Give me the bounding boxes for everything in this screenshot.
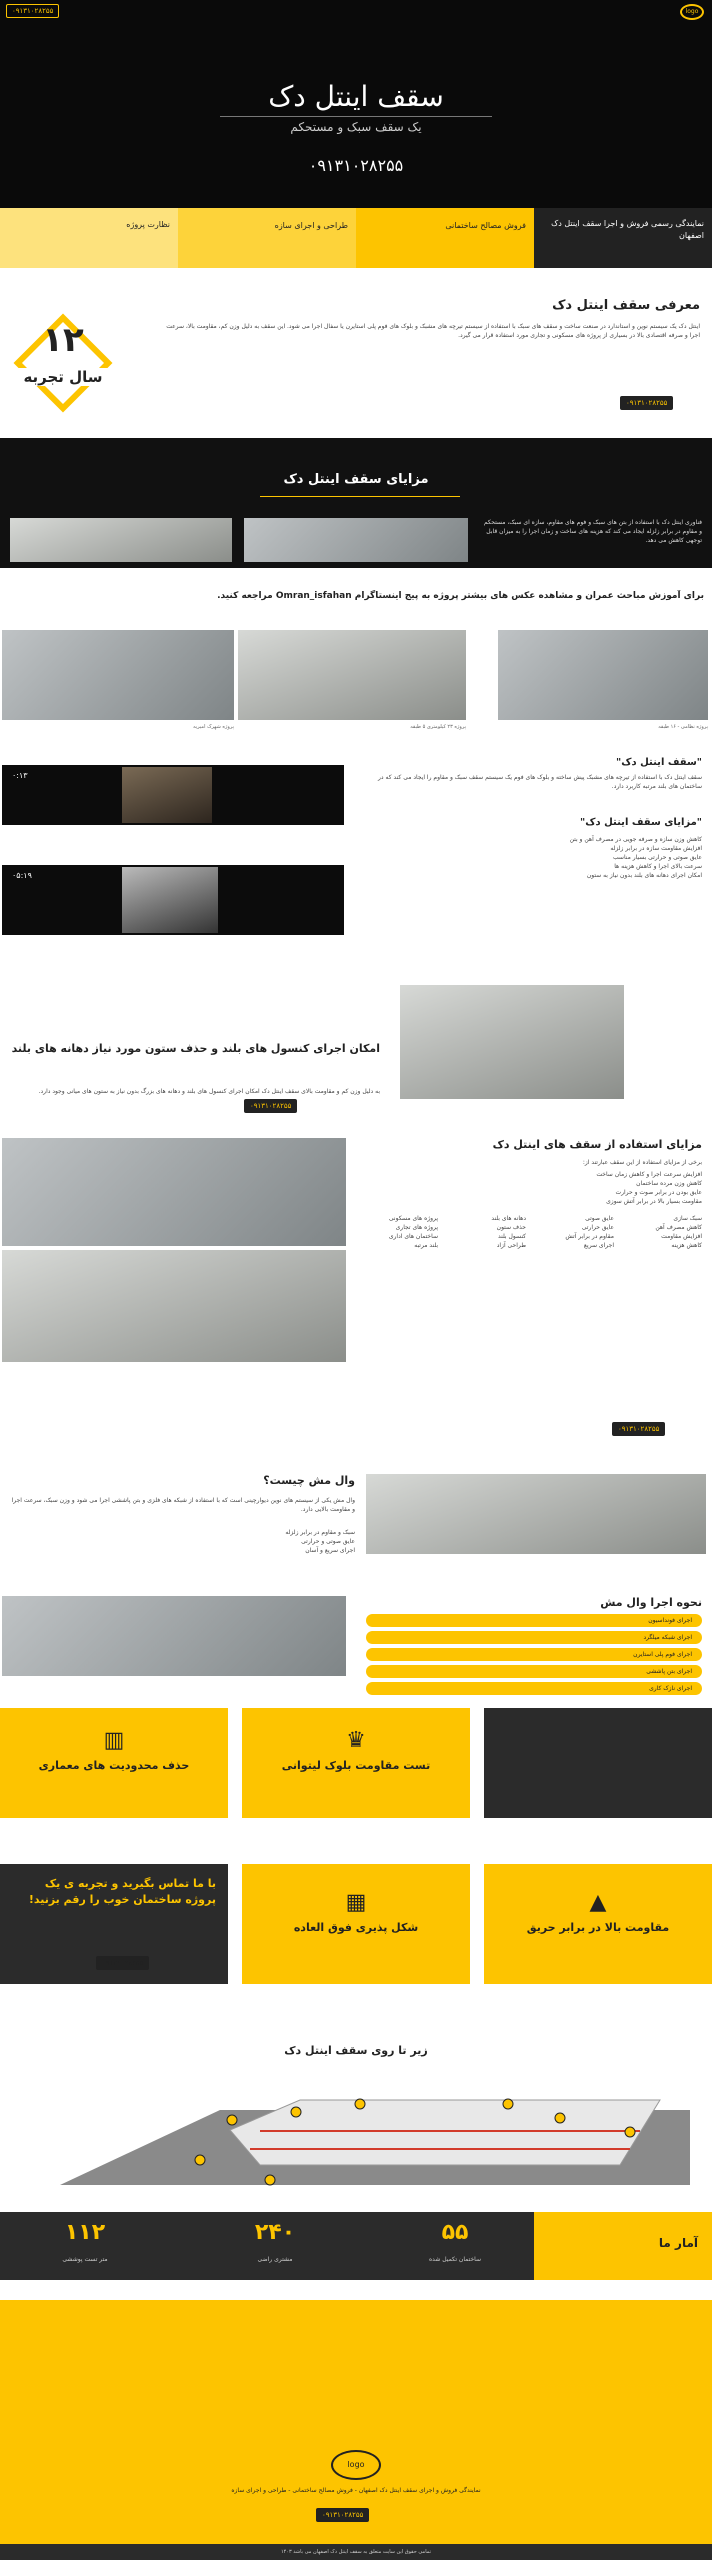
benefits-text: فناوری اینتل دک با استفاده از بتن های سبک و فوم های مقاوم، سازه ای سبک، مستحکم و مقاوم در برابر زلزله ایجاد می کند که هزینه های ساخت و زمان اجرا را به میزان قابل توجهی کاهش می دهد. [483, 519, 702, 544]
stat-label: مشتری راضی [257, 2256, 293, 2263]
list-item: افزایش مقاومت سازه در برابر زلزله [610, 845, 702, 852]
wallmesh-section [0, 1460, 712, 1560]
nav-label: نظارت پروژه [126, 220, 170, 229]
advantages-image-1 [2, 1138, 346, 1246]
console-image [400, 985, 624, 1099]
stat-label: ساختمان تکمیل شده [428, 2256, 482, 2263]
call-button[interactable] [96, 1956, 149, 1970]
accordion-item[interactable]: اجرای بتن پاششی [366, 1665, 702, 1678]
nav-label: فروش مصالح ساختمانی [445, 221, 526, 230]
stat-label: متر تست پوششی [62, 2256, 108, 2263]
footer-logo-text: logo [347, 2460, 365, 2469]
divider [220, 116, 492, 117]
grid-item: بلند مرتبه [414, 1242, 438, 1249]
nav-item-supervision[interactable] [0, 208, 178, 268]
features-section [0, 1708, 712, 1998]
cta-text: با ما تماس بگیرید و تجربه ی یک پروژه ساختمان خوب را رقم بزنید! [28, 1877, 216, 1906]
stat-value: ۵۵ [441, 2220, 469, 2245]
feature-label: حذف محدودیت های معماری [38, 1759, 190, 1772]
gallery-section [0, 590, 712, 745]
advantages-title: مزایای استفاده از سقف های اینتل دک [492, 1138, 702, 1151]
call-button[interactable]: ۰۹۱۳۱۰۲۸۲۵۵ [244, 1099, 297, 1113]
footer-logo [331, 2450, 381, 2480]
call-button-label: ۰۹۱۳۱۰۲۸۲۵۵ [102, 1959, 144, 1967]
logo-text: logo [685, 8, 699, 15]
list-item: مقاومت بسیار بالا در برابر آتش سوزی [606, 1198, 702, 1205]
list-item: اجرای سریع و آسان [305, 1547, 355, 1554]
video-title-2: "مزایای سقف اینتل دک" [580, 817, 702, 828]
gallery-image-3[interactable] [2, 630, 234, 720]
page-title: سقف اینتل دک [268, 80, 444, 113]
feature-label: تست مقاومت بلوک لیتوانی [281, 1759, 431, 1772]
wallmesh-title: وال مش چیست؟ [263, 1474, 355, 1487]
grid-item: پروژه های مسکونی [388, 1215, 438, 1222]
feature-card [242, 1708, 470, 1818]
grid-col [534, 1214, 614, 1250]
console-text: به دلیل وزن کم و مقاومت بالای سقف اینتل دک امکان اجرای کنسول های بلند و دهانه های بزرگ بدون نیاز به ستون های میانی وجود دارد. [38, 1088, 380, 1095]
grid-item: دهانه های بلند [491, 1215, 526, 1222]
intro-title: معرفی سقف اینتل دک [552, 298, 700, 313]
video-duration: ۰:۱۳ [12, 771, 28, 780]
header-phone[interactable]: ۰۹۱۳۱۰۲۸۲۵۵ [6, 4, 59, 18]
caption: پروژه ۲۳ کیلومتری ۵ طبقه [410, 724, 466, 730]
nav-label: نمایندگی رسمی فروش و اجرا سقف اینتل دک اصفهان [551, 219, 704, 240]
advantages-image-2 [2, 1250, 346, 1362]
feature-label: شکل پذیری فوق العاده [293, 1921, 419, 1934]
list-item: افزایش سرعت اجرا و کاهش زمان ساخت [596, 1171, 702, 1178]
grid-item: کاهش مصرف آهن [655, 1224, 702, 1231]
subtitle: یک سقف سبک و مستحکم [290, 120, 422, 134]
list-item: سرعت بالای اجرا و کاهش هزینه ها [614, 863, 702, 870]
call-button[interactable]: ۰۹۱۳۱۰۲۸۲۵۵ [620, 396, 673, 410]
list-item: عایق بودن در برابر صوت و حرارت [615, 1189, 702, 1196]
list-item: امکان اجرای دهانه های بلند بدون نیاز به ستون [586, 872, 702, 879]
video-thumbnail [122, 867, 218, 933]
stats-title-box [534, 2212, 712, 2280]
grid-item: حذف ستون [496, 1224, 526, 1231]
diagram-title: زیر تا روی سقف اینتل دک [284, 2044, 428, 2057]
grid-col [622, 1214, 702, 1250]
feature-label: مقاومت بالا در برابر حریق [526, 1921, 670, 1934]
grid-item: کاهش هزینه [671, 1242, 702, 1249]
video-title-1: "سقف اینتل دک" [616, 757, 702, 768]
console-section [0, 975, 712, 1125]
feature-card [0, 1708, 228, 1818]
grid-item: عایق صوتی [585, 1215, 614, 1222]
list-item: کاهش وزن مرده ساختمان [636, 1180, 702, 1187]
divider [260, 496, 460, 497]
grid-col [358, 1214, 438, 1250]
nav-item-structure[interactable] [178, 208, 356, 268]
stats-title: آمار ما [658, 2236, 698, 2250]
howto-section [0, 1590, 712, 1700]
footer-text: نمایندگی فروش و اجرای سقف اینتل دک اصفهان - فروش مصالح ساختمانی - طراحی و اجرای سازه [231, 2487, 481, 2494]
advantages-list [356, 1170, 702, 1206]
list-item: عایق صوتی و حرارتی [301, 1538, 355, 1545]
slab-diagram [0, 2060, 712, 2190]
video-player-2[interactable] [2, 865, 344, 935]
cta-card [0, 1864, 228, 1984]
header [0, 0, 712, 208]
video-player-1[interactable] [2, 765, 344, 825]
advantages-grid [356, 1214, 702, 1374]
footer [0, 2300, 712, 2544]
howto-title: نحوه اجرا وال مش [600, 1596, 702, 1609]
intro-section [0, 268, 712, 438]
stats-section [0, 2212, 712, 2280]
gallery-image-1[interactable] [498, 630, 708, 720]
grid-item: مقاوم در برابر آتش [565, 1233, 614, 1240]
video-duration: ۰۵:۱۹ [12, 871, 32, 880]
intro-text: اینتل دک یک سیستم نوین و استاندارد در صنعت ساخت و سقف های سبک با استفاده از سیستم تیرچه های مشبک و بلوک های فوم پلی استایرن یا سفال اجرا می شود. این سقف به دلیل وزن کم، مقاومت بالا، سرعت اجرا و صرفه اقتصادی بالا در بسیاری از پروژه های مسکونی و تجاری مورد استفاده قرار می گیرد. [166, 323, 700, 339]
gallery-title: برای آموزش مباحث عمران و مشاهده عکس های بیشتر پروژه به پیج اینستاگرام Omran_isfahan مراجعه کنید. [217, 591, 704, 601]
video-thumbnail [122, 767, 212, 823]
howto-image [2, 1596, 346, 1676]
copyright: تمامی حقوق این سایت متعلق به سقف اینتل دک اصفهان می باشد ۱۴۰۳ [0, 2544, 712, 2560]
footer-phone[interactable]: ۰۹۱۳۱۰۲۸۲۵۵ [316, 2508, 369, 2522]
badge-text: سال تجربه [10, 368, 116, 386]
caption: پروژه نظامی - ۱۶ طبقه [658, 724, 708, 730]
grid-item: پروژه های تجاری [395, 1224, 438, 1231]
grid-item: طراحی آزاد [496, 1242, 526, 1249]
benefits-image-2 [10, 518, 232, 562]
grid-item: ساختمان های اداری [388, 1233, 438, 1240]
feature-card [242, 1864, 470, 1984]
list-item: کاهش وزن سازه و صرفه جویی در مصرف آهن و بتن [569, 836, 702, 843]
grid-item: کنسول بلند [497, 1233, 526, 1240]
badge-number: ۱۲ [42, 320, 84, 360]
grid-col [446, 1214, 526, 1250]
benefits-image [244, 518, 468, 562]
grid-item: افزایش مقاومت [661, 1233, 702, 1240]
crown-icon: ♛ [346, 1728, 366, 1753]
header-phone-big[interactable]: ۰۹۱۳۱۰۲۸۲۵۵ [308, 156, 404, 175]
video-text-1: سقف اینتل دک با استفاده از تیرچه های مشبک پیش ساخته و بلوک های فوم یک سیستم سقف سبک و مقاوم را ایجاد می کند که در ساختمان های بلند مرتبه کاربرد دارد. [378, 774, 702, 790]
accordion-item[interactable]: اجرای شبکه میلگرد [366, 1631, 702, 1644]
list-item: سبک و مقاوم در برابر زلزله [285, 1529, 355, 1536]
feature-card-dark [484, 1708, 712, 1818]
advantages-text: برخی از مزایای استفاده از این سقف عبارتند از: [582, 1159, 702, 1166]
accordion-item[interactable]: اجرای فوم پلی استایرن [366, 1648, 702, 1661]
benefits-section [0, 438, 712, 568]
diagram-section [0, 2000, 712, 2190]
grid-item: سبک سازی [673, 1215, 702, 1222]
nav-item-main[interactable] [534, 208, 712, 268]
list-item: عایق صوتی و حرارتی بسیار مناسب [613, 854, 702, 861]
wallmesh-text: وال مش یکی از سیستم های نوین دیوارچینی است که با استفاده از شبکه های فلزی و بتن پاششی اجرا می شود و وزن سبک، سرعت اجرا و مقاومت بالایی دارد. [11, 1497, 355, 1513]
stat-value: ۱۱۲ [64, 2220, 106, 2245]
benefits-title: مزایای سقف اینتل دک [283, 472, 429, 487]
fire-icon: ▲ [589, 1890, 607, 1915]
grid-item: اجرای سریع [583, 1242, 614, 1249]
caption: پروژه شهرک امیریه [193, 724, 234, 730]
nav-label: طراحی و اجرای سازه [274, 221, 348, 230]
logo[interactable] [680, 4, 704, 20]
building-icon: ▥ [103, 1728, 125, 1753]
accordion-item[interactable]: اجرای نازک کاری [366, 1682, 702, 1695]
nav-item-materials[interactable] [356, 208, 534, 268]
stat-value: ۲۴۰ [254, 2220, 296, 2245]
call-button[interactable]: ۰۹۱۳۱۰۲۸۲۵۵ [612, 1422, 665, 1436]
video-list [356, 835, 702, 880]
videos-section [0, 755, 712, 955]
wallmesh-image [366, 1474, 706, 1554]
wallmesh-list [10, 1528, 355, 1555]
accordion [366, 1614, 702, 1695]
console-title: امکان اجرای کنسول های بلند و حذف ستون مورد نیاز دهانه های بلند [11, 1042, 380, 1055]
gallery-image-2[interactable] [238, 630, 466, 720]
blocks-icon: ▦ [345, 1890, 367, 1915]
grid-item: عایق حرارتی [581, 1224, 614, 1231]
accordion-item[interactable]: اجرای فونداسیون [366, 1614, 702, 1627]
advantages-section [0, 1130, 712, 1440]
nav-bar [0, 208, 712, 268]
feature-card [484, 1864, 712, 1984]
